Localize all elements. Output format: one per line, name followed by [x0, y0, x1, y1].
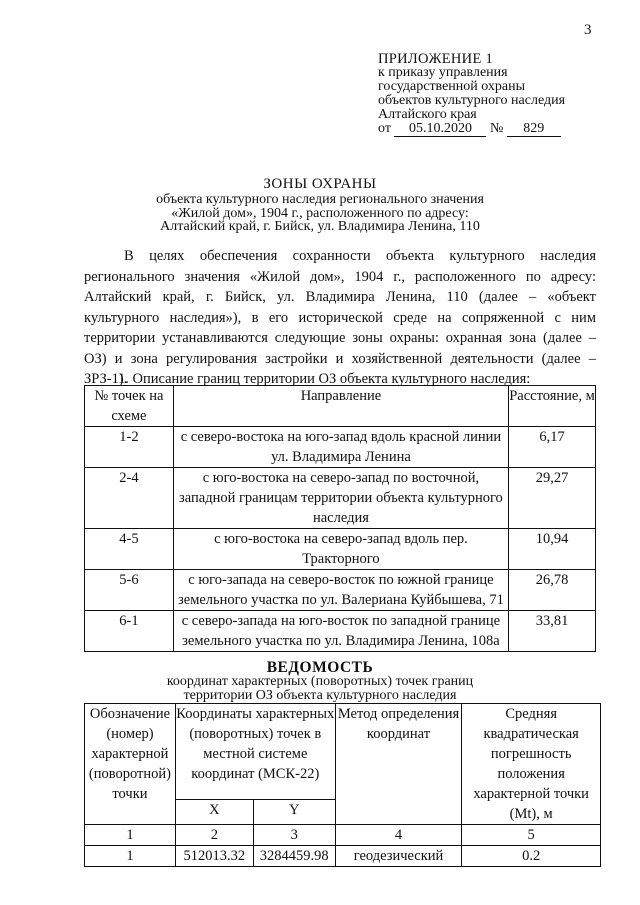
points-cell: 5-6: [85, 570, 174, 611]
number-sign: №: [489, 121, 504, 136]
subtitle-line: объекта культурного наследия регионального значения: [156, 192, 484, 207]
distance-cell: 29,27: [509, 468, 596, 529]
zones-subtitle: [0, 193, 640, 234]
order-date: 05.10.2020: [394, 122, 486, 137]
appendix-date-line: [378, 122, 628, 137]
coordinates-table: [84, 703, 601, 867]
distance-cell: 33,81: [509, 611, 596, 652]
subtitle-line: Алтайский край, г. Бийск, ул. Владимира Ленина, 110: [160, 219, 480, 234]
points-cell: 2-4: [85, 468, 174, 529]
table-row: [85, 468, 596, 529]
points-cell: 6-1: [85, 611, 174, 652]
header-points: № точек на схеме: [85, 386, 174, 427]
subtitle-line: «Жилой дом», 1904 г., расположенного по адресу:: [171, 205, 469, 221]
column-number-row: [85, 825, 601, 846]
column-number: 4: [335, 825, 462, 846]
direction-cell: с юго-востока на северо-запад по восточной, западной границам территории объекта культурного наследия: [173, 468, 508, 529]
direction-cell: с северо-востока на юго-запад вдоль красной линии ул. Владимира Ленина: [173, 427, 508, 468]
distance-cell: 26,78: [509, 570, 596, 611]
point-cell: 1: [85, 846, 176, 867]
appendix-line: Алтайского края: [378, 107, 477, 122]
distance-cell: 10,94: [509, 529, 596, 570]
direction-cell: с северо-запада на юго-восток по западной границе земельного участка по ул. Владимира Ленина, 108а: [173, 611, 508, 652]
points-cell: 4-5: [85, 529, 174, 570]
statement-subtitle-line: координат характерных (поворотных) точек границ: [166, 674, 474, 689]
from-label: от: [378, 121, 391, 136]
direction-cell: с юго-востока на северо-запад вдоль пер. Тракторного: [173, 529, 508, 570]
points-cell: 1-2: [85, 427, 174, 468]
column-number: 3: [253, 825, 335, 846]
section1-title: 1. Описание границ территории ОЗ объекта культурного наследия:: [118, 371, 531, 387]
x-cell: 512013.32: [175, 846, 253, 867]
zones-title: ЗОНЫ ОХРАНЫ: [263, 176, 377, 192]
header-x: X: [175, 800, 253, 825]
direction-cell: с юго-запада на северо-восток по южной границе земельного участка по ул. Валериана Куйбышева, 71: [173, 570, 508, 611]
table-row: [85, 570, 596, 611]
statement-title: ВЕДОМОСТЬ: [266, 659, 374, 676]
borders-table: [84, 385, 596, 652]
appendix-line: государственной охраны: [378, 79, 526, 94]
column-number: 1: [85, 825, 176, 846]
y-cell: 3284459.98: [253, 846, 335, 867]
header-y: Y: [253, 800, 335, 825]
table-row: [85, 846, 601, 867]
intro-paragraph: [84, 246, 596, 390]
table-row: [85, 611, 596, 652]
column-number: 5: [462, 825, 601, 846]
appendix-line: объектов культурного наследия: [378, 93, 566, 108]
table-header-row: [85, 704, 601, 800]
intro-text: В целях обеспечения сохранности объекта культурного наследия регионального значения «Жилой дом», 1904 г., расположенного по адресу: Алтайский край, г. Бийск, ул. Владимира Ленина, 110 (далее – «объект культурного наследия»), в его исторической среде на сопряженной с ним территории устанавливаются следующие зоны охраны: охранная зона (далее – ОЗ) и зона регулирования застройки и хозяйственной деятельности (далее – ЗРЗ-1).: [84, 248, 596, 387]
statement-subtitle-line: территории ОЗ объекта культурного наследия: [183, 687, 457, 703]
statement-subtitle: [0, 675, 640, 702]
header-error: Средняя квадратическая погрешность положения характерной точки (Mt), м: [462, 704, 601, 825]
appendix-line: к приказу управления: [378, 65, 508, 80]
distance-cell: 6,17: [509, 427, 596, 468]
order-number: 829: [507, 122, 561, 137]
header-coordinates: Координаты характерных (поворотных) точек в местной системе координат (МСК-22): [175, 704, 335, 800]
method-cell: геодезический: [335, 846, 462, 867]
header-method: Метод определения координат: [335, 704, 462, 825]
header-designation: Обозначение (номер) характерной (поворотной) точки: [85, 704, 176, 825]
table-header-row: [85, 386, 596, 427]
appendix-title: ПРИЛОЖЕНИЕ 1: [378, 51, 494, 67]
column-number: 2: [175, 825, 253, 846]
table-row: [85, 529, 596, 570]
page-number: 3: [584, 22, 592, 38]
table-row: [85, 427, 596, 468]
appendix-block: [378, 52, 628, 137]
header-direction: Направление: [173, 386, 508, 427]
error-cell: 0.2: [462, 846, 601, 867]
header-distance: Расстояние, м: [509, 386, 596, 427]
